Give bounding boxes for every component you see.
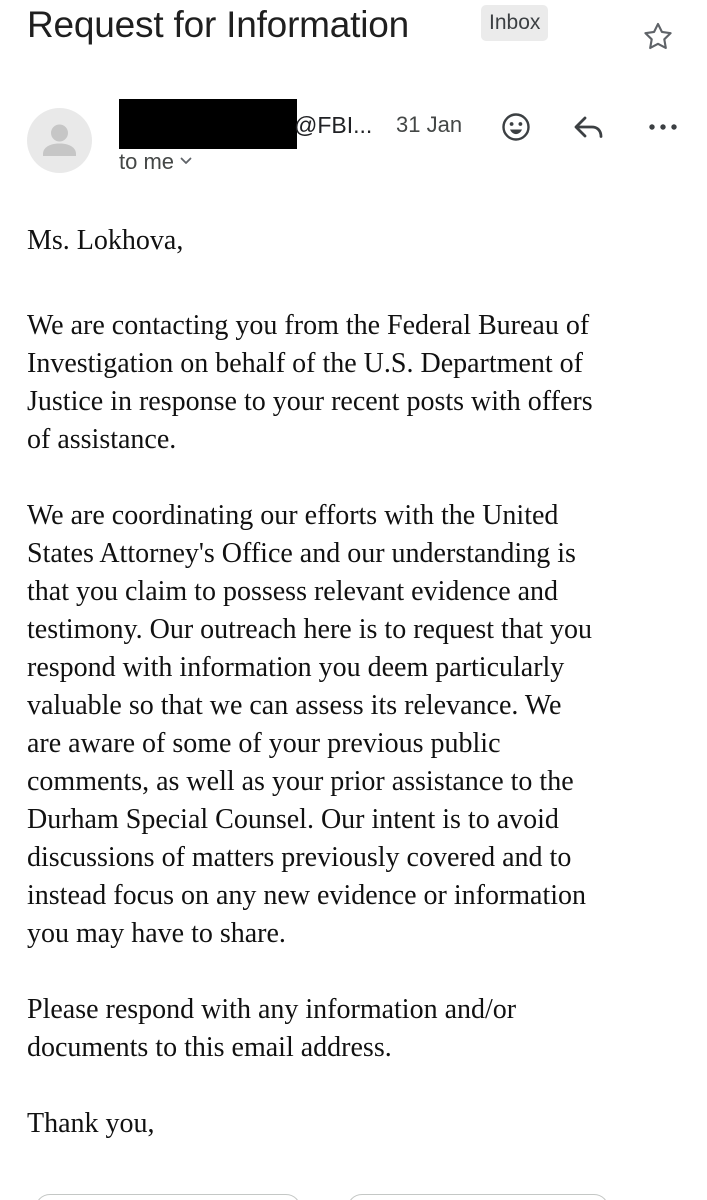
person-avatar-icon <box>27 108 92 173</box>
email-body <box>27 222 687 1181</box>
reply-icon[interactable] <box>572 114 606 142</box>
email-paragraph: We are coordinating our efforts with the United States Attorney's Office and our understanding is that you claim to possess relevant evidence and testimony. Our outreach here is to request that you respond with information you deem particularly valuable so that we can assess its relevance. We are aware of some of your previous public comments, as well as your prior assistance to the Durham Special Counsel. Our intent is to avoid discussions of matters previously covered and to instead focus on any new evidence or information you may have to share. <box>27 500 593 949</box>
reply-action-button[interactable] <box>35 1194 301 1200</box>
email-paragraph: We are contacting you from the Federal Bureau of Investigation on behalf of the U.S. Department of Justice in response to your recent posts with offers of assistance. <box>27 310 593 455</box>
inbox-label-chip[interactable]: Inbox <box>481 5 548 41</box>
emoji-icon[interactable] <box>500 111 532 143</box>
sender-name-redacted <box>119 99 297 149</box>
recipient-label: to me <box>119 149 175 174</box>
forward-action-button[interactable] <box>347 1194 609 1200</box>
chevron-down-icon <box>180 156 192 166</box>
more-horizontal-icon[interactable] <box>648 120 678 134</box>
sender-avatar[interactable] <box>27 108 92 173</box>
email-paragraph: Please respond with any information and/or documents to this email address. <box>27 994 517 1063</box>
recipient-details-toggle[interactable] <box>119 147 192 177</box>
email-closing: Thank you, <box>27 1108 155 1139</box>
subject-row <box>27 0 707 50</box>
star-icon[interactable] <box>641 20 675 54</box>
email-salutation: Ms. Lokhova, <box>27 225 184 256</box>
email-subject: Request for Information <box>27 4 410 45</box>
email-date: 31 Jan <box>396 112 463 137</box>
sender-address[interactable]: @FBI... <box>294 112 373 138</box>
